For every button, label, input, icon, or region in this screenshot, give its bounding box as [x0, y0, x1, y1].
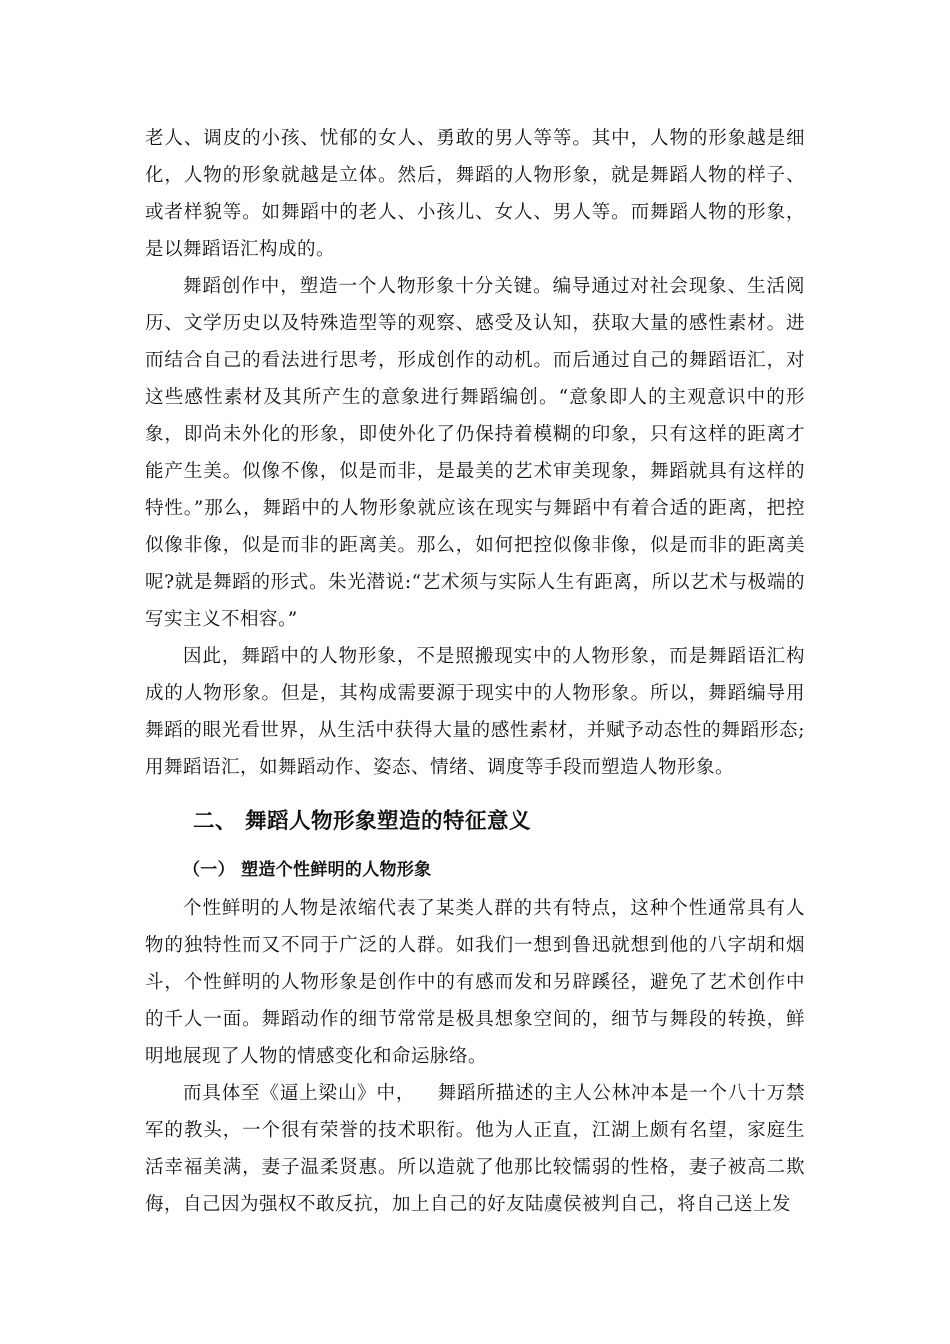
paragraph-body: 舞蹈所描述的主人公林冲本是一个八十万禁军的教头，一个很有荣誉的技术职衔。他为人正直，江湖上颇有名望，家庭生活幸福美满，妻子温柔贤惠。所以造就了他那比较懦弱的性格，妻子被高二欺侮，自己因为强权不敢反抗，加上自己的好友陆虞侯被判自己，将自己送上发	[145, 1083, 805, 1215]
paragraph-lead: 而具体至《逼上梁山》中，	[183, 1083, 416, 1104]
section-heading: 二、 舞蹈人物形象塑造的特征意义	[193, 809, 531, 834]
page-content	[145, 120, 805, 1223]
paragraph-bishang-liangshan	[145, 1075, 805, 1223]
paragraph-character-types: 老人、调皮的小孩、忧郁的女人、勇敢的男人等等。其中，人物的形象越是细化，人物的形象就越是立体。然后，舞蹈的人物形象，就是舞蹈人物的样子、或者样貌等。如舞蹈中的老人、小孩儿、女人、男人等。而舞蹈人物的形象，是以舞蹈语汇构成的。	[145, 128, 805, 260]
paragraph-creating-character: 舞蹈创作中，塑造一个人物形象十分关键。编导通过对社会现象、生活阅历、文学历史以及特殊造型等的观察、感受及认知，获取大量的感性素材。进而结合自己的看法进行思考，形成创作的动机。而后通过自己的舞蹈语汇，对这些感性素材及其所产生的意象进行舞蹈编创。“意象即人的主观意识中的形象，即尚未外化的形象，即使外化了仍保持着模糊的印象，只有这样的距离才能产生美。似像不像，似是而非，是最美的艺术审美现象，舞蹈就具有这样的特性。”那么，舞蹈中的人物形象就应该在现实与舞蹈中有着合适的距离，把控似像非像，似是而非的距离美。那么，如何把控似像非像，似是而非的距离美呢?就是舞蹈的形式。朱光潜说:“艺术须与实际人生有距离，所以艺术与极端的写实主义不相容。”	[145, 276, 805, 630]
paragraph-therefore: 因此，舞蹈中的人物形象，不是照搬现实中的人物形象，而是舞蹈语汇构成的人物形象。但是，其构成需要源于现实中的人物形象。所以，舞蹈编导用舞蹈的眼光看世界，从生活中获得大量的感性素材，并赋予动态性的舞蹈形态;用舞蹈语汇，如舞蹈动作、姿态、情绪、调度等手段而塑造人物形象。	[145, 646, 805, 778]
subsection-heading: （一） 塑造个性鲜明的人物形象	[183, 860, 432, 880]
paragraph-distinct-personality: 个性鲜明的人物是浓缩代表了某类人群的共有特点，这种个性通常具有人物的独特性而又不同于广泛的人群。如我们一想到鲁迅就想到他的八字胡和烟斗，个性鲜明的人物形象是创作中的有感而发和另辟蹊径，避免了艺术创作中的千人一面。舞蹈动作的细节常常是极具想象空间的，细节与舞段的转换，鲜明地展现了人物的情感变化和命运脉络。	[145, 898, 805, 1067]
